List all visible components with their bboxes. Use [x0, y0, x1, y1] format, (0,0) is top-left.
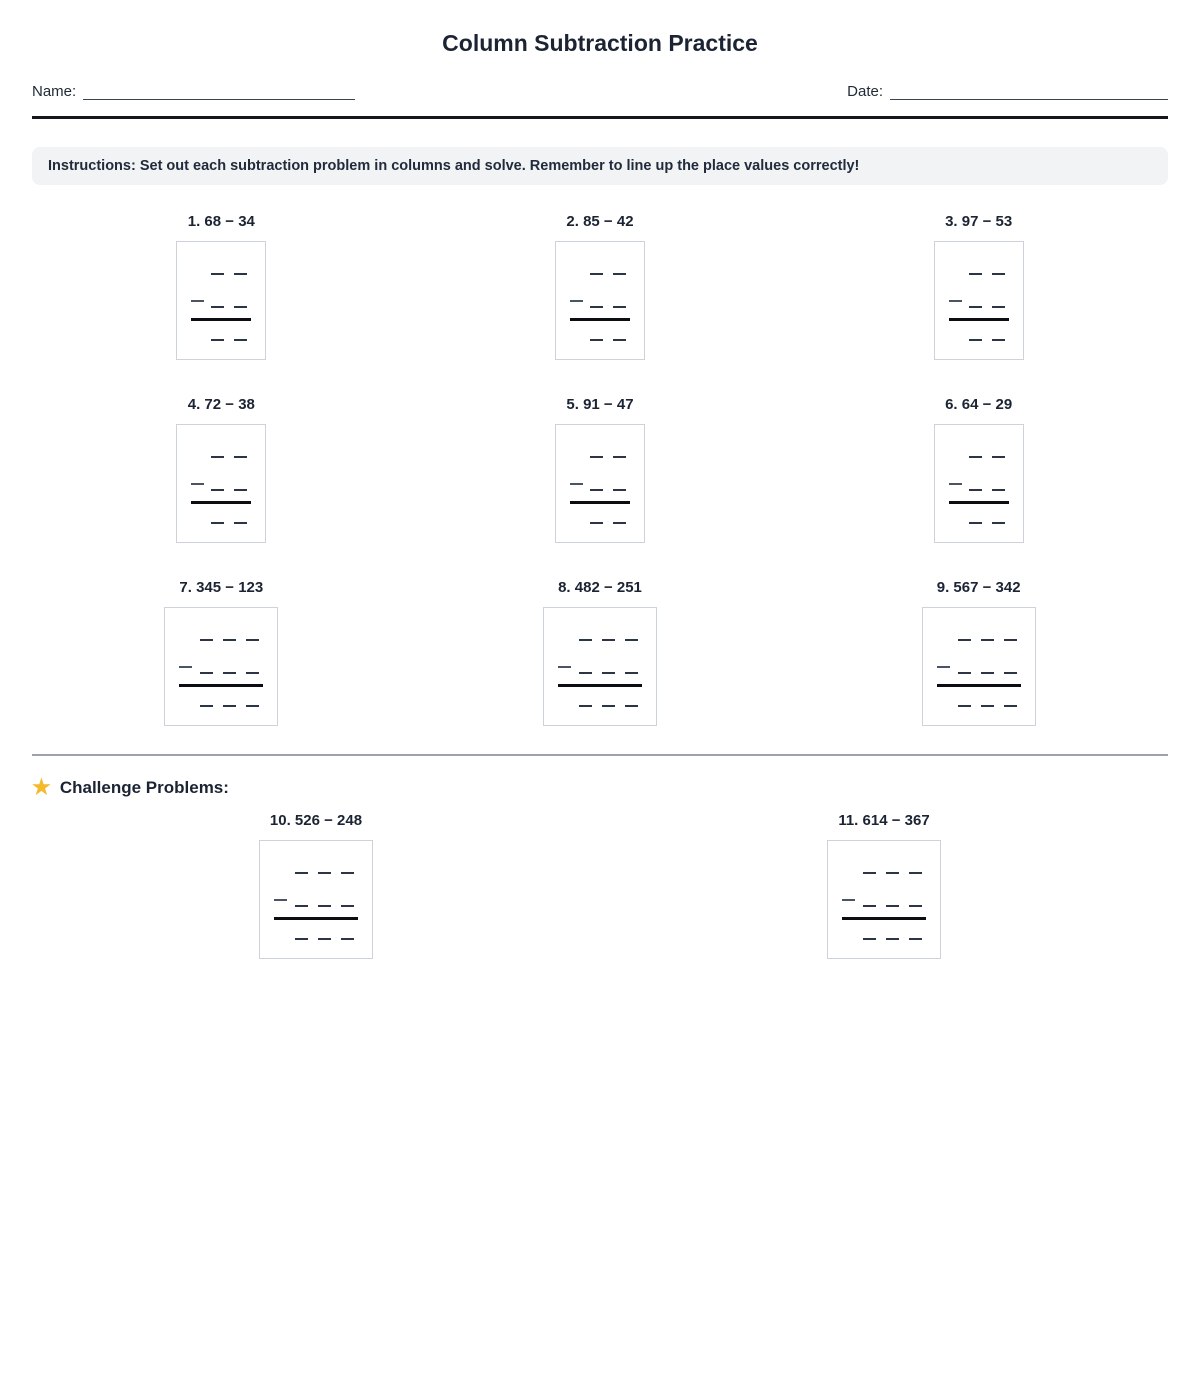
digit-blank-dash	[234, 489, 247, 492]
digit-blank-dash	[625, 705, 638, 708]
digit-blank-dash	[200, 639, 213, 642]
date-label: Date:	[847, 83, 883, 100]
digit-blank-dash	[1004, 705, 1017, 708]
digit-blank-dash	[579, 705, 592, 708]
minus-sign-icon	[937, 666, 950, 669]
work-box	[176, 424, 266, 543]
digit-blank-dash	[981, 672, 994, 675]
digit-blank-dash	[613, 489, 626, 492]
problem-label: 9. 567 − 342	[936, 579, 1021, 596]
digit-blank-dash	[579, 672, 592, 675]
digit-blank-dash	[223, 672, 236, 675]
subtrahend-blanks	[935, 296, 1023, 308]
challenge-grid	[32, 812, 1168, 959]
digit-blank-dash	[613, 273, 626, 276]
digit-blank-dash	[992, 306, 1005, 309]
answer-line	[191, 501, 251, 504]
digit-blank-dash	[625, 639, 638, 642]
problem-label: 3. 97 − 53	[945, 213, 1013, 230]
digit-blank-dash	[234, 306, 247, 309]
challenge-heading	[32, 777, 1168, 798]
digit-blank-dash	[590, 339, 603, 342]
digit-blank-dash	[909, 872, 922, 875]
answer-blanks	[556, 512, 644, 524]
minus-sign-icon	[274, 899, 287, 902]
answer-line	[274, 917, 358, 920]
digit-blank-dash	[886, 872, 899, 875]
date-blank-line	[890, 85, 1168, 100]
name-label: Name:	[32, 83, 77, 100]
page-title: Column Subtraction Practice	[442, 30, 758, 56]
minus-sign-icon	[949, 300, 962, 303]
subtrahend-blanks	[260, 895, 372, 907]
digit-blank-dash	[625, 672, 638, 675]
problem-label: 8. 482 − 251	[558, 579, 642, 596]
answer-blanks	[828, 928, 940, 940]
digit-blank-dash	[295, 905, 308, 908]
answer-line	[558, 684, 642, 687]
answer-line	[179, 684, 263, 687]
minus-sign-icon	[179, 666, 192, 669]
answer-line	[570, 501, 630, 504]
work-box	[164, 607, 278, 726]
digit-blank-dash	[234, 273, 247, 276]
digit-blank-dash	[341, 938, 354, 941]
digit-blank-dash	[200, 672, 213, 675]
digit-blank-dash	[234, 522, 247, 525]
subtrahend-blanks	[556, 296, 644, 308]
work-box	[555, 424, 645, 543]
digit-blank-dash	[246, 705, 259, 708]
problems-grid	[32, 213, 1168, 726]
digit-blank-dash	[211, 489, 224, 492]
subtrahend-blanks	[828, 895, 940, 907]
digit-blank-dash	[992, 339, 1005, 342]
work-box	[934, 424, 1024, 543]
problem-label: 1. 68 − 34	[187, 213, 255, 230]
subtrahend-blanks	[177, 296, 265, 308]
star-icon: ★	[32, 776, 51, 799]
digit-blank-dash	[200, 705, 213, 708]
answer-line	[570, 318, 630, 321]
digit-blank-dash	[969, 273, 982, 276]
answer-blanks	[544, 695, 656, 707]
minuend-blanks	[935, 446, 1023, 458]
minuend-blanks	[556, 263, 644, 275]
problem-label: 4. 72 − 38	[187, 396, 255, 413]
digit-blank-dash	[969, 306, 982, 309]
digit-blank-dash	[886, 905, 899, 908]
digit-blank-dash	[969, 489, 982, 492]
answer-line	[191, 318, 251, 321]
digit-blank-dash	[211, 456, 224, 459]
minuend-blanks	[544, 629, 656, 641]
digit-blank-dash	[602, 705, 615, 708]
digit-blank-dash	[992, 273, 1005, 276]
minuend-blanks	[165, 629, 277, 641]
problem-cell	[789, 396, 1168, 543]
digit-blank-dash	[295, 872, 308, 875]
answer-line	[937, 684, 1021, 687]
problem-cell	[789, 213, 1168, 360]
subtrahend-blanks	[165, 662, 277, 674]
problem-label: 2. 85 − 42	[566, 213, 634, 230]
digit-blank-dash	[613, 522, 626, 525]
minus-sign-icon	[191, 300, 204, 303]
digit-blank-dash	[590, 456, 603, 459]
digit-blank-dash	[341, 872, 354, 875]
minuend-blanks	[556, 446, 644, 458]
problem-cell	[411, 213, 790, 360]
answer-blanks	[165, 695, 277, 707]
challenge-heading-label: Challenge Problems:	[59, 777, 229, 797]
problem-cell	[411, 579, 790, 726]
minus-sign-icon	[570, 483, 583, 486]
problem-cell	[600, 812, 1168, 959]
minuend-blanks	[177, 263, 265, 275]
digit-blank-dash	[246, 639, 259, 642]
digit-blank-dash	[981, 705, 994, 708]
digit-blank-dash	[613, 306, 626, 309]
problem-cell	[32, 812, 600, 959]
digit-blank-dash	[590, 489, 603, 492]
minus-sign-icon	[842, 899, 855, 902]
digit-blank-dash	[969, 522, 982, 525]
problem-label: 5. 91 − 47	[566, 396, 634, 413]
problem-cell	[32, 579, 411, 726]
digit-blank-dash	[246, 672, 259, 675]
answer-blanks	[935, 329, 1023, 341]
digit-blank-dash	[211, 273, 224, 276]
instructions-banner: Instructions: Set out each subtraction problem in columns and solve. Remember to line up the place values correctly!	[32, 147, 1168, 185]
subtrahend-blanks	[544, 662, 656, 674]
digit-blank-dash	[992, 489, 1005, 492]
digit-blank-dash	[590, 273, 603, 276]
subtrahend-blanks	[177, 479, 265, 491]
problem-label: 6. 64 − 29	[945, 396, 1013, 413]
digit-blank-dash	[223, 639, 236, 642]
work-box	[555, 241, 645, 360]
digit-blank-dash	[579, 639, 592, 642]
answer-blanks	[177, 329, 265, 341]
digit-blank-dash	[223, 705, 236, 708]
digit-blank-dash	[992, 522, 1005, 525]
digit-blank-dash	[992, 456, 1005, 459]
digit-blank-dash	[958, 672, 971, 675]
digit-blank-dash	[318, 905, 331, 908]
name-field	[32, 83, 355, 100]
minuend-blanks	[828, 862, 940, 874]
digit-blank-dash	[613, 339, 626, 342]
work-box	[259, 840, 373, 959]
digit-blank-dash	[863, 905, 876, 908]
digit-blank-dash	[886, 938, 899, 941]
answer-blanks	[923, 695, 1035, 707]
work-box	[543, 607, 657, 726]
digit-blank-dash	[234, 456, 247, 459]
minus-sign-icon	[558, 666, 571, 669]
name-blank-line	[83, 85, 355, 100]
digit-blank-dash	[341, 905, 354, 908]
name-date-row	[32, 83, 1168, 119]
digit-blank-dash	[958, 639, 971, 642]
minuend-blanks	[935, 263, 1023, 275]
digit-blank-dash	[863, 938, 876, 941]
section-divider	[32, 754, 1168, 756]
digit-blank-dash	[318, 872, 331, 875]
answer-blanks	[177, 512, 265, 524]
digit-blank-dash	[211, 339, 224, 342]
work-box	[934, 241, 1024, 360]
minuend-blanks	[260, 862, 372, 874]
problem-cell	[32, 213, 411, 360]
digit-blank-dash	[909, 938, 922, 941]
digit-blank-dash	[909, 905, 922, 908]
digit-blank-dash	[602, 672, 615, 675]
digit-blank-dash	[590, 306, 603, 309]
answer-line	[949, 318, 1009, 321]
work-box	[922, 607, 1036, 726]
work-box	[827, 840, 941, 959]
problem-label: 11. 614 − 367	[838, 812, 930, 829]
problem-label: 10. 526 − 248	[269, 812, 363, 829]
problem-cell	[32, 396, 411, 543]
subtrahend-blanks	[556, 479, 644, 491]
digit-blank-dash	[969, 339, 982, 342]
minuend-blanks	[177, 446, 265, 458]
digit-blank-dash	[863, 872, 876, 875]
subtrahend-blanks	[923, 662, 1035, 674]
subtrahend-blanks	[935, 479, 1023, 491]
date-field	[847, 83, 1168, 100]
answer-line	[949, 501, 1009, 504]
digit-blank-dash	[613, 456, 626, 459]
answer-blanks	[260, 928, 372, 940]
digit-blank-dash	[295, 938, 308, 941]
problem-label: 7. 345 − 123	[179, 579, 264, 596]
minus-sign-icon	[949, 483, 962, 486]
digit-blank-dash	[602, 639, 615, 642]
answer-blanks	[556, 329, 644, 341]
problem-cell	[789, 579, 1168, 726]
digit-blank-dash	[958, 705, 971, 708]
minus-sign-icon	[191, 483, 204, 486]
digit-blank-dash	[1004, 639, 1017, 642]
answer-blanks	[935, 512, 1023, 524]
digit-blank-dash	[981, 639, 994, 642]
digit-blank-dash	[234, 339, 247, 342]
work-box	[176, 241, 266, 360]
digit-blank-dash	[318, 938, 331, 941]
minuend-blanks	[923, 629, 1035, 641]
minus-sign-icon	[570, 300, 583, 303]
digit-blank-dash	[969, 456, 982, 459]
problem-cell	[411, 396, 790, 543]
answer-line	[842, 917, 926, 920]
digit-blank-dash	[211, 522, 224, 525]
digit-blank-dash	[590, 522, 603, 525]
digit-blank-dash	[211, 306, 224, 309]
digit-blank-dash	[1004, 672, 1017, 675]
